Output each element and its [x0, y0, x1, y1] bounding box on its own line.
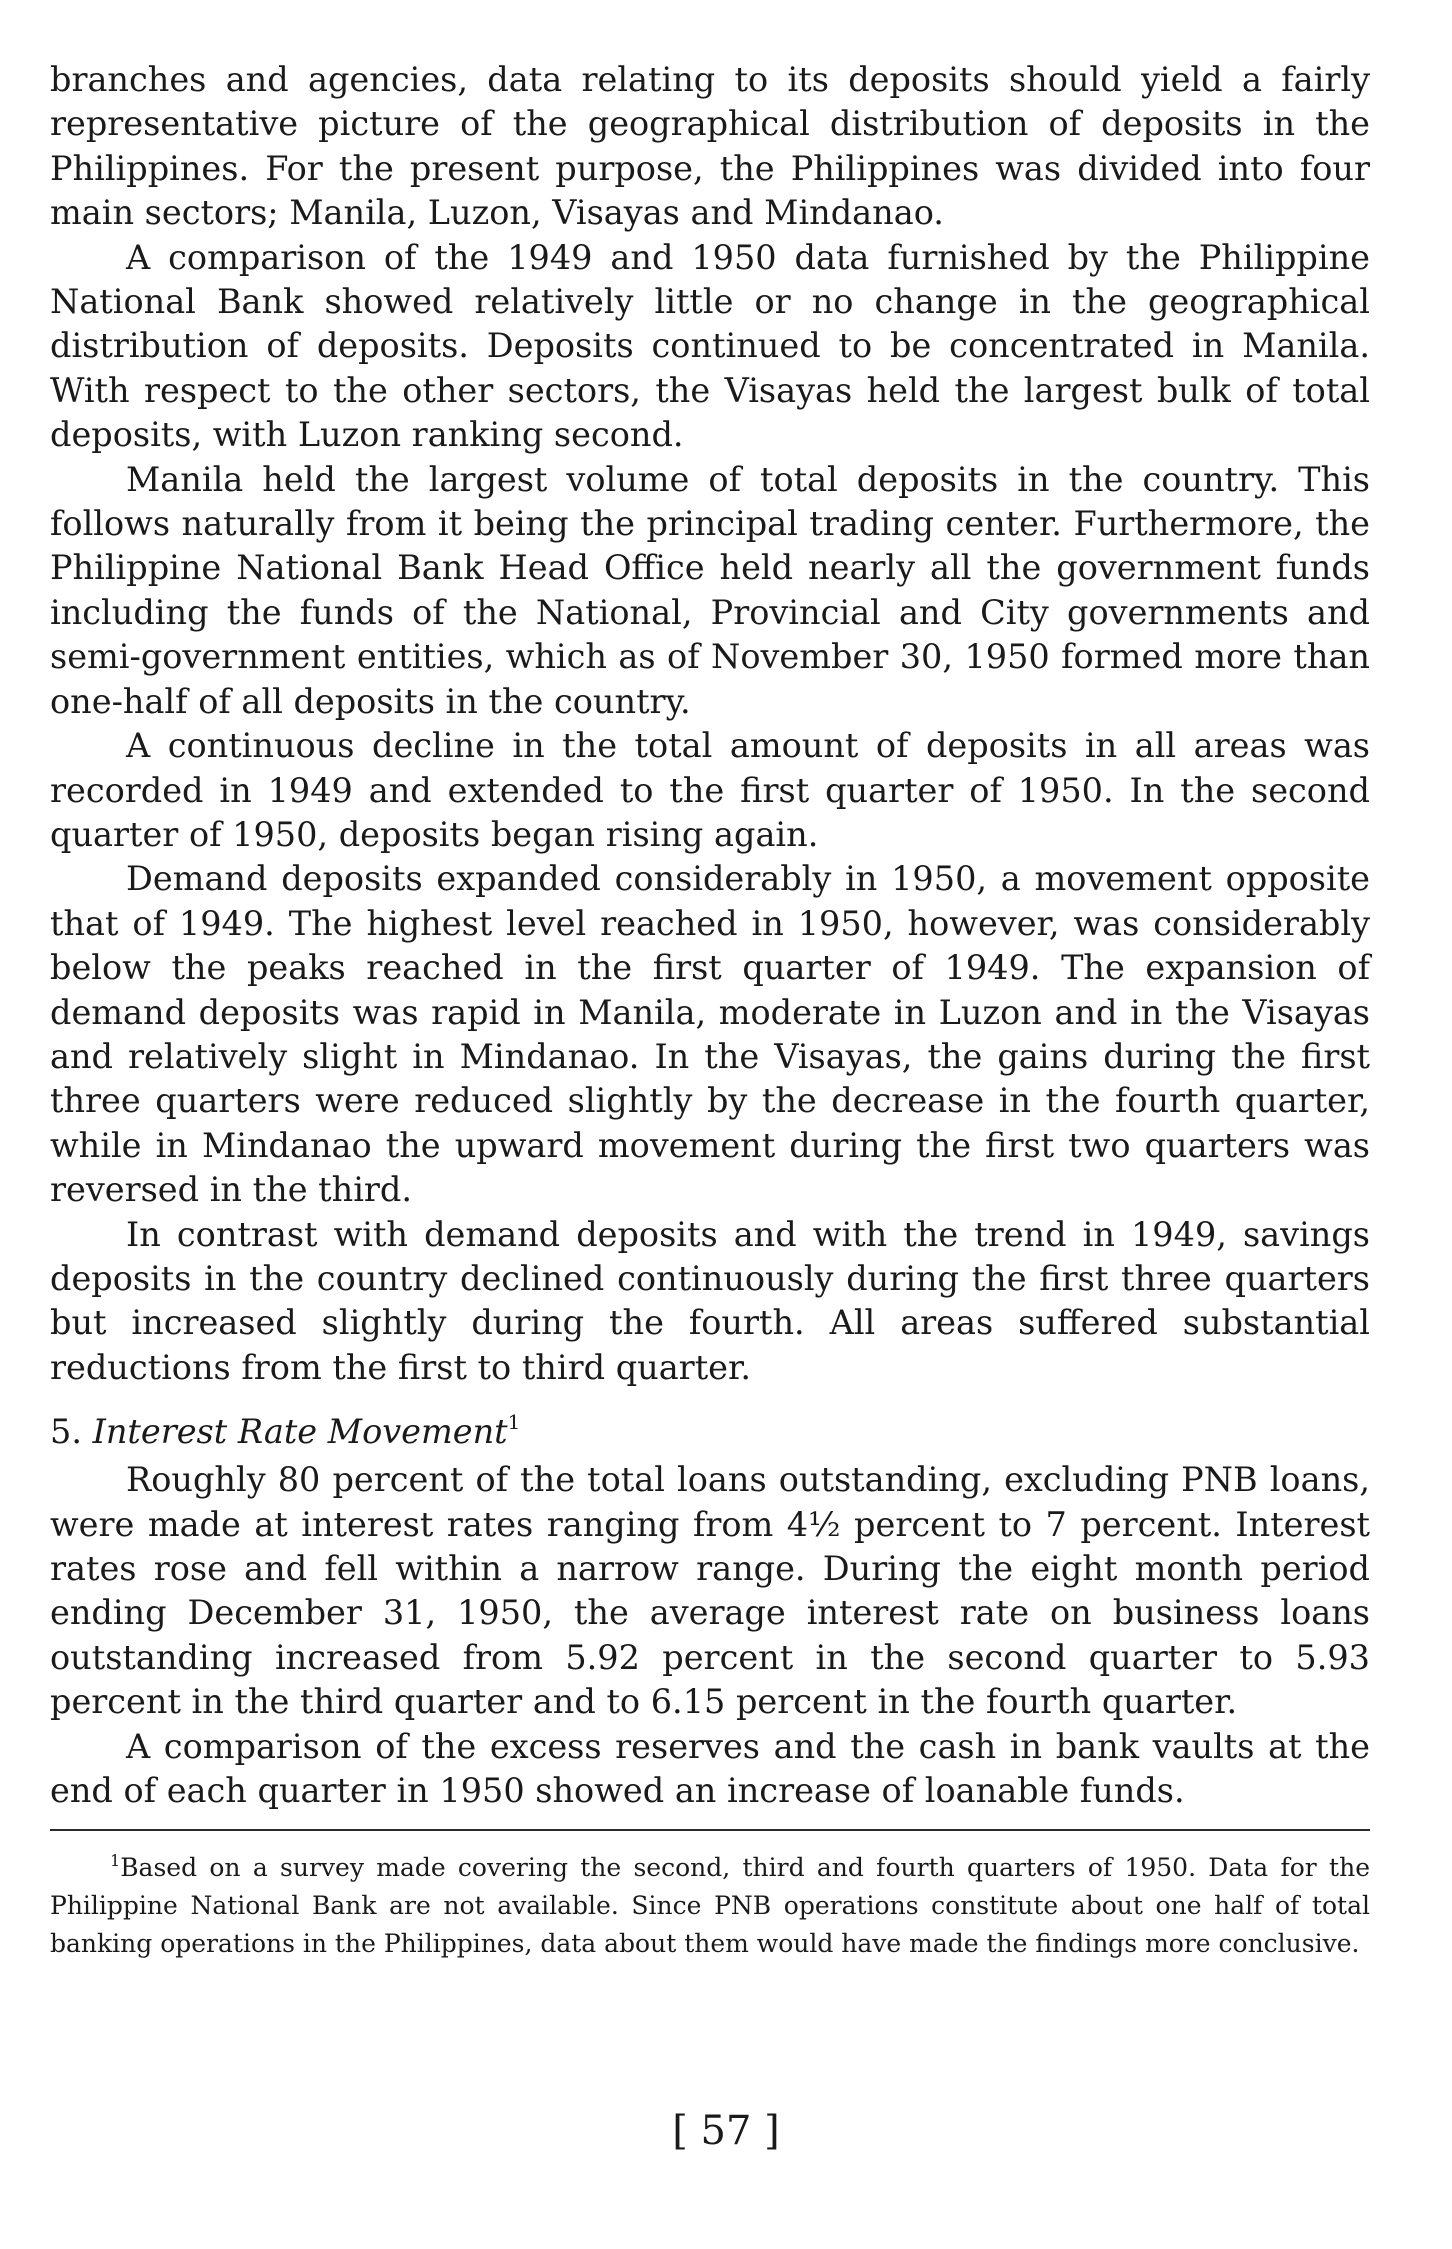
paragraph-interest-rates: Roughly 80 percent of the total loans outstanding, excluding PNB loans, were made at interest rates ranging from 4½ percent to 7 percent. Interest rates rose and fell within a narrow range. During the eight month period ending December 31, 1950, the average interest rate on business loans outstanding increased from 5.92 percent in the second quarter to 5.93 percent in the third quarter and to 6.15 percent in the fourth quarter. — [50, 1460, 1370, 1722]
footnote — [50, 1849, 1370, 1963]
footnote-divider — [50, 1829, 1370, 1831]
page-number: [ 57 ] — [672, 2108, 780, 2154]
paragraph-geographical-comparison: A comparison of the 1949 and 1950 data furnished by the Philippine National Bank showed relatively little or no change in the geographical distribution of deposits. Deposits continued to be concentrated in Manila. With respect to the other sectors, the Visayas held the largest bulk of total deposits, with Luzon ranking second. — [50, 237, 1370, 455]
paragraph-excess-reserves: A comparison of the excess reserves and the cash in bank vaults at the end of each quarter in 1950 showed an increase of loanable funds. — [50, 1726, 1370, 1811]
section-number: 5. — [50, 1412, 82, 1452]
paragraph-manila-volume: Manila held the largest volume of total deposits in the country. This follows naturally from it being the principal trading center. Furthermore, the Philippine National Bank Head Office held nearly all the government funds including the funds of the National, Provincial and City governments and semi-government entities, which as of November 30, 1950 formed more than one-half of all deposits in the country. — [50, 459, 1370, 721]
document-page — [50, 58, 1370, 1963]
paragraph-savings-deposits: In contrast with demand deposits and with the trend in 1949, savings deposits in the country declined continuously during the first three quarters but increased slightly during the fourth. All areas suffered substantial reductions from the first to third quarter. — [50, 1214, 1370, 1387]
paragraph-continuation: branches and agencies, data relating to its deposits should yield a fairly representative picture of the geographical distribution of deposits in the Philippines. For the present purpose, the Philippines was divided into four main sectors; Manila, Luzon, Visayas and Mindanao. — [50, 60, 1370, 233]
paragraph-demand-deposits: Demand deposits expanded considerably in 1950, a movement opposite that of 1949. The highest level reached in 1950, however, was considerably below the peaks reached in the first quarter of 1949. The expansion of demand deposits was rapid in Manila, moderate in Luzon and in the Visayas and relatively slight in Mindanao. In the Visayas, the gains during the first three quarters were reduced slightly by the decrease in the fourth quarter, while in Mindanao the upward movement during the first two quarters was reversed in the third. — [50, 859, 1370, 1210]
section-footnote-marker: 1 — [507, 1410, 521, 1435]
section-heading — [50, 1410, 1370, 1454]
footnote-text: Based on a survey made covering the second, third and fourth quarters of 1950. Data for the Philippine National Bank are not available. Since PNB operations constitute about one half of total banking operations in the Philippines, data about them would have made the findings more conclusive. — [50, 1853, 1370, 1959]
section-title: Interest Rate Movement — [92, 1412, 508, 1452]
paragraph-continuous-decline: A continuous decline in the total amount of deposits in all areas was recorded in 1949 and extended to the first quarter of 1950. In the second quarter of 1950, deposits began rising again. — [50, 726, 1370, 854]
footnote-marker: 1 — [110, 1851, 121, 1871]
